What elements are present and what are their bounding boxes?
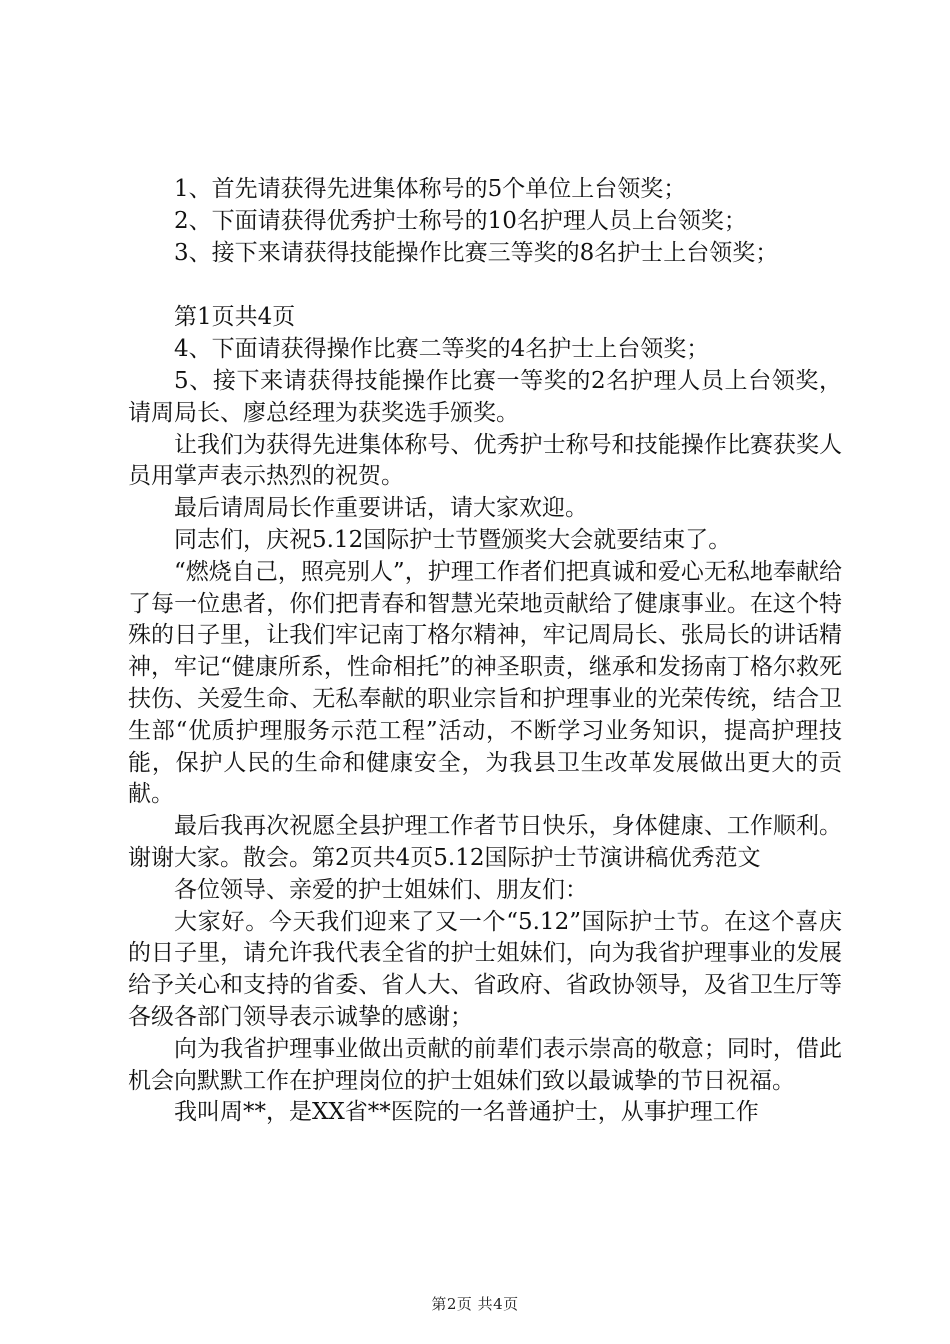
page-footer: 第2页 共4页: [431, 1295, 519, 1313]
paragraph-self-intro: 我叫周**，是XX省**医院的一名普通护士，从事护理工作: [174, 1099, 759, 1126]
body-text: [128, 174, 842, 1129]
paragraph-speech-invite: 最后请周局长作重要讲话，请大家欢迎。: [174, 495, 588, 522]
paragraph-award-2: 2、下面请获得优秀护士称号的10名护理人员上台领奖；: [174, 207, 747, 234]
paragraph-greeting: 大家好。今天我们迎来了又一个“5.12”国际护士节。在这个喜庆的日子里，请允许我代表全省的护士姐妹们，向为我省护理事业的发展给予关心和支持的省委、省人大、省政府、省政协领导，及省卫生厅等各级各部门领导表示诚挚的感谢；: [128, 908, 842, 1030]
paragraph-closing-intro: 同志们，庆祝5.12国际护士节暨颁奖大会就要结束了。: [174, 526, 732, 553]
paragraph-respect: 向为我省护理事业做出贡献的前辈们表示崇高的敬意；同时，借此机会向默默工作在护理岗位的护士姐妹们致以最诚挚的节日祝福。: [128, 1035, 842, 1094]
paragraph-award-4: 4、下面请获得操作比赛二等奖的4名护士上台领奖；: [174, 336, 710, 363]
inline-page-marker: 第1页共4页: [174, 304, 296, 331]
paragraph-award-3: 3、接下来请获得技能操作比赛三等奖的8名护士上台领奖；: [174, 239, 779, 266]
paragraph-salutation: 各位领导、亲爱的护士姐妹们、朋友们：: [174, 876, 588, 903]
paragraph-award-1: 1、首先请获得先进集体称号的5个单位上台领奖；: [174, 176, 687, 202]
paragraph-closing-body: “燃烧自己，照亮别人”，护理工作者们把真诚和爱心无私地奉献给了每一位患者，你们把青春和智慧光荣地贡献给了健康事业。在这个特殊的日子里，让我们牢记南丁格尔精神，牢记周局长、张局长的讲话精神，牢记“健康所系，性命相托”的神圣职责，继承和发扬南丁格尔救死扶伤、关爱生命、无私奉献的职业宗旨和护理事业的光荣传统，结合卫生部“优质护理服务示范工程”活动，不断学习业务知识，提高护理技能，保护人民的生命和健康安全，为我县卫生改革发展做出更大的贡献。: [128, 558, 842, 808]
paragraph-congratulation: 让我们为获得先进集体称号、优秀护士称号和技能操作比赛获奖人员用掌声表示热烈的祝贺。: [128, 431, 842, 490]
paragraph-closing-wish: 最后我再次祝愿全县护理工作者节日快乐，身体健康、工作顺利。谢谢大家。散会。第2页共4页5.12国际护士节演讲稿优秀范文: [128, 813, 842, 871]
paragraph-award-5: 5、接下来请获得技能操作比赛一等奖的2名护理人员上台领奖，请周局长、廖总经理为获奖选手颁奖。: [128, 367, 842, 426]
